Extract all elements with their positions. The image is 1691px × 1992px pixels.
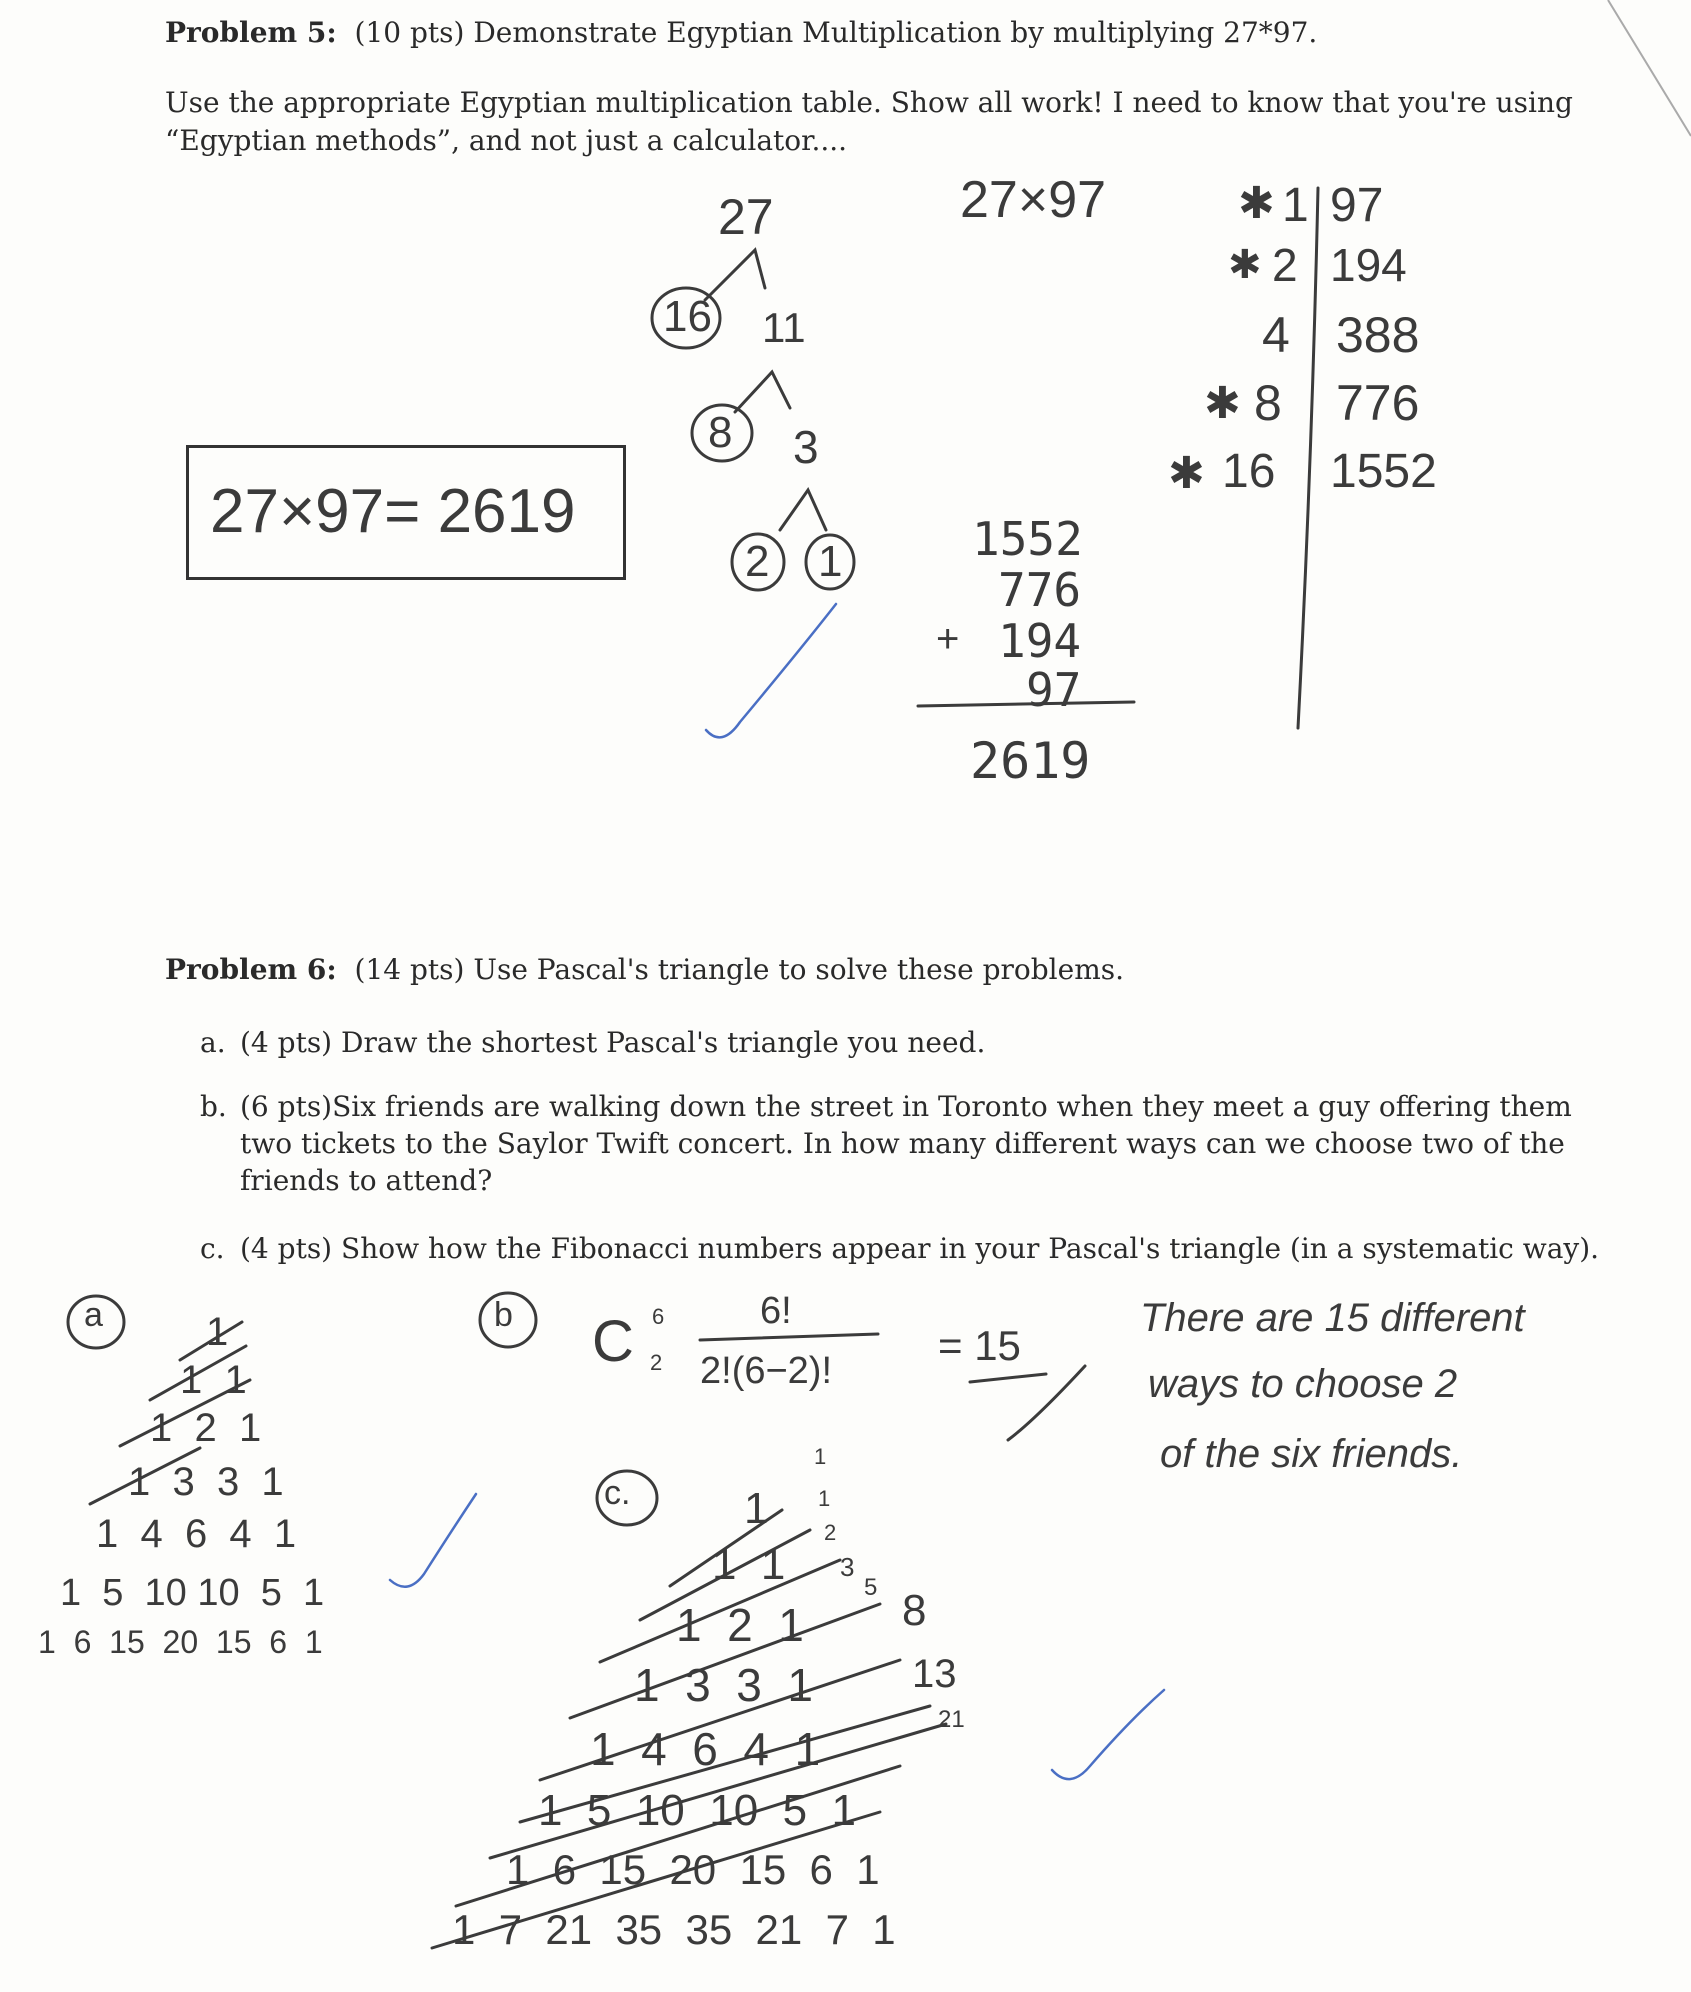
fraction-bar xyxy=(700,1334,878,1340)
circle-mark xyxy=(732,534,784,590)
plus-sign: + xyxy=(936,617,960,661)
problem-5-label: Problem 5: xyxy=(165,16,337,49)
pascal-row: 1 4 6 4 1 xyxy=(590,1723,821,1775)
pascal-row: 1 xyxy=(206,1310,229,1354)
part-a-label: a xyxy=(84,1296,103,1334)
multiplication-expression: 27×97 xyxy=(960,171,1107,229)
star-mark: ✱ xyxy=(1204,379,1241,428)
answer-sentence-line: There are 15 different xyxy=(1140,1296,1525,1340)
table-divider xyxy=(1298,188,1318,728)
table-value: 97 xyxy=(1330,179,1384,232)
fib-label: 1 xyxy=(814,1444,827,1469)
tree-node-3: 3 xyxy=(793,421,819,473)
circle-mark xyxy=(806,535,854,589)
pascal-row: 1 3 3 1 xyxy=(634,1659,814,1711)
fraction-denominator: 2!(6−2)! xyxy=(700,1350,833,1392)
pascal-row: 1 2 1 xyxy=(150,1406,262,1450)
pascal-row: 1 1 xyxy=(180,1358,247,1402)
addend: 776 xyxy=(998,563,1082,617)
pascal-row: 1 6 15 20 15 6 1 xyxy=(38,1624,323,1660)
pascal-row: 1 2 1 xyxy=(676,1599,804,1651)
pascal-row: 1 3 3 1 xyxy=(128,1460,284,1504)
combination-n: 6 xyxy=(652,1304,665,1329)
addend: 194 xyxy=(998,614,1082,668)
circle-mark xyxy=(597,1471,657,1525)
problem-5-heading: (10 pts) Demonstrate Egyptian Multiplication by multiplying 27*97. xyxy=(354,16,1318,49)
table-value: 194 xyxy=(1330,239,1407,291)
problem-5-instructions: Use the appropriate Egyptian multiplication table. Show all work! I need to know that you're using “Egyptian methods”, and not just a calculator.... xyxy=(165,86,1573,157)
combination-symbol: C xyxy=(592,1309,634,1374)
fib-label: 2 xyxy=(824,1520,837,1545)
circle-mark xyxy=(480,1293,536,1347)
tree-branch xyxy=(780,490,826,530)
table-multiplier: 2 xyxy=(1272,239,1298,291)
circle-mark xyxy=(652,288,720,348)
problem-6-label: Problem 6: xyxy=(165,953,337,986)
answer-sentence-line: ways to choose 2 xyxy=(1148,1362,1458,1406)
tree-root: 27 xyxy=(718,189,774,245)
star-mark: ✱ xyxy=(1228,243,1262,287)
tree-node-1: 1 xyxy=(818,537,843,586)
table-value: 388 xyxy=(1336,307,1420,363)
pascal-row: 1 5 10 10 5 1 xyxy=(60,1572,325,1614)
fib-label: 13 xyxy=(912,1652,957,1696)
page-edge-line xyxy=(1608,0,1691,136)
check-mark xyxy=(1052,1690,1164,1779)
answer-sentence-line: of the six friends. xyxy=(1160,1432,1463,1476)
sum-total: 2619 xyxy=(970,732,1091,790)
item-letter: c. xyxy=(200,1232,225,1265)
pascal-row: 1 4 6 4 1 xyxy=(96,1512,297,1556)
check-mark xyxy=(706,604,836,737)
item-text: (4 pts) Draw the shortest Pascal's triangle you need. xyxy=(240,1026,986,1059)
tree-branch xyxy=(705,250,765,300)
pascal-row: 1 5 10 10 5 1 xyxy=(538,1786,857,1835)
result-underline xyxy=(970,1374,1046,1382)
pascal-row: 1 xyxy=(744,1484,769,1533)
fib-label: 8 xyxy=(902,1586,927,1635)
tree-branch xyxy=(735,372,790,412)
fib-label: 21 xyxy=(938,1706,965,1733)
part-c-label: c. xyxy=(604,1474,631,1512)
combination-result: = 15 xyxy=(938,1322,1021,1369)
item-text: (4 pts) Show how the Fibonacci numbers appear in your Pascal's triangle (in a systematic way). xyxy=(240,1232,1600,1265)
item-letter: a. xyxy=(200,1026,226,1059)
answer-box-text: 27×97= 2619 xyxy=(210,477,576,546)
circle-mark xyxy=(692,405,752,461)
tree-node-2: 2 xyxy=(745,537,770,586)
fib-label: 1 xyxy=(818,1486,831,1511)
circle-mark xyxy=(68,1296,124,1348)
tree-node-8: 8 xyxy=(708,408,733,457)
star-mark: ✱ xyxy=(1238,179,1275,228)
tree-node-16: 16 xyxy=(663,292,712,341)
star-mark: ✱ xyxy=(1168,449,1205,498)
problem-6-heading: (14 pts) Use Pascal's triangle to solve these problems. xyxy=(354,953,1125,986)
addend: 1552 xyxy=(972,512,1083,566)
check-mark xyxy=(390,1494,476,1587)
fib-label: 5 xyxy=(864,1574,878,1601)
table-value: 776 xyxy=(1336,375,1420,431)
pascal-row: 1 6 15 20 15 6 1 xyxy=(506,1846,880,1893)
combination-k: 2 xyxy=(650,1350,663,1375)
fraction-numerator: 6! xyxy=(760,1290,792,1332)
tree-node-11: 11 xyxy=(762,304,806,351)
table-multiplier: 1 xyxy=(1282,179,1309,232)
table-multiplier: 4 xyxy=(1262,307,1290,363)
sum-line xyxy=(918,702,1134,706)
fib-label: 3 xyxy=(840,1552,855,1582)
table-multiplier: 16 xyxy=(1222,445,1276,498)
item-text: (6 pts)Six friends are walking down the street in Toronto when they meet a guy offering them two tickets to the Saylor Twift concert. In how many different ways can we choose two of the friends to attend? xyxy=(240,1090,1572,1197)
table-value: 1552 xyxy=(1330,445,1437,498)
pascal-row: 1 7 21 35 35 21 7 1 xyxy=(452,1906,896,1953)
addend: 97 xyxy=(1026,663,1082,717)
table-multiplier: 8 xyxy=(1254,375,1282,431)
part-b-label: b xyxy=(494,1296,513,1334)
pascal-row: 1 1 xyxy=(712,1540,786,1589)
item-letter: b. xyxy=(200,1090,227,1123)
